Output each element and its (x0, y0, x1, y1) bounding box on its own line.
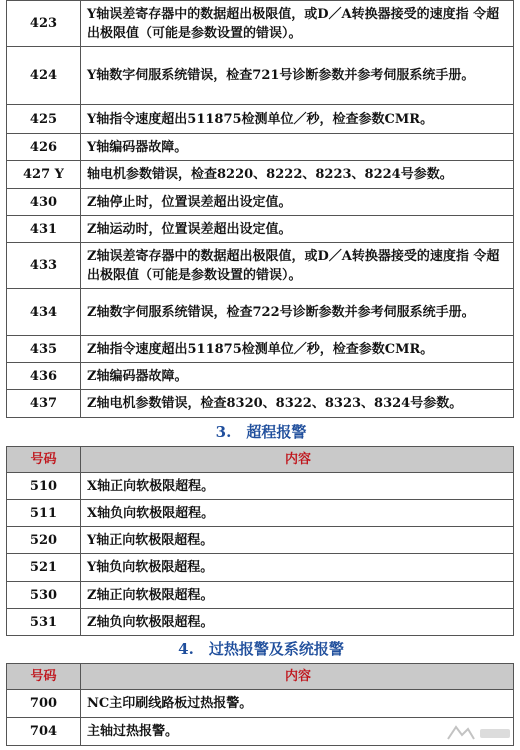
watermark-icon (444, 722, 514, 744)
alarm-code: 430 (7, 189, 81, 216)
table-header-row (7, 664, 514, 690)
alarm-code: 531 (7, 609, 81, 636)
alarm-description: NC主印刷线路板过热报警。 (81, 690, 514, 718)
table-row (7, 47, 514, 105)
table-row (7, 527, 514, 554)
alarm-description: Z轴编码器故障。 (81, 363, 514, 390)
alarm-description: Y轴数字伺服系统错误，检查721号诊断参数并参考伺服系统手册。 (81, 47, 514, 105)
table-row (7, 690, 514, 718)
alarm-code: 426 (7, 134, 81, 161)
alarm-description: Y轴误差寄存器中的数据超出极限值，或D／A转换器接受的速度指 令超出极限值（可能是参数设置的错误）。 (81, 1, 514, 47)
alarm-code: 511 (7, 500, 81, 527)
alarm-code: 521 (7, 554, 81, 582)
table-row (7, 243, 514, 289)
table-row (7, 473, 514, 500)
alarm-description: Z轴停止时，位置误差超出设定值。 (81, 189, 514, 216)
alarm-code: 435 (7, 336, 81, 363)
alarm-description: Z轴负向软极限超程。 (81, 609, 514, 636)
alarm-description: Z轴误差寄存器中的数据超出极限值，或D／A转换器接受的速度指 令超出极限值（可能是参数设置的错误）。 (81, 243, 514, 289)
table-row (7, 500, 514, 527)
alarm-description: Y轴正向软极限超程。 (81, 527, 514, 554)
table-header-row (7, 447, 514, 473)
alarm-code: 423 (7, 1, 81, 47)
column-header-content: 内容 (81, 447, 514, 473)
alarm-code: 437 (7, 390, 81, 418)
table-row (7, 718, 514, 746)
table-row (7, 554, 514, 582)
column-header-code: 号码 (7, 447, 81, 473)
alarm-description: Z轴数字伺服系统错误，检查722号诊断参数并参考伺服系统手册。 (81, 289, 514, 336)
table-row (7, 189, 514, 216)
alarm-description: Z轴电机参数错误，检查8320、8322、8323、8324号参数。 (81, 390, 514, 418)
section-title: 4. 过热报警及系统报警 (7, 636, 514, 664)
alarm-description: X轴负向软极限超程。 (81, 500, 514, 527)
alarm-code: 700 (7, 690, 81, 718)
table-row (7, 609, 514, 636)
alarm-description: Y轴编码器故障。 (81, 134, 514, 161)
alarm-code: 434 (7, 289, 81, 336)
table-row (7, 216, 514, 243)
alarm-code: 436 (7, 363, 81, 390)
alarm-description: Z轴正向软极限超程。 (81, 582, 514, 609)
table-row (7, 1, 514, 47)
alarm-code: 510 (7, 473, 81, 500)
alarm-description: 轴电机参数错误，检查8220、8222、8223、8224号参数。 (81, 161, 514, 189)
table-row (7, 582, 514, 609)
alarm-code: 520 (7, 527, 81, 554)
alarm-description: X轴正向软极限超程。 (81, 473, 514, 500)
column-header-code: 号码 (7, 664, 81, 690)
table-row (7, 390, 514, 418)
alarm-code: 427 Y (7, 161, 81, 189)
alarm-description: Z轴指令速度超出511875检测单位／秒，检查参数CMR。 (81, 336, 514, 363)
section-heading-row (7, 418, 514, 447)
alarm-description: 主轴过热报警。 (81, 718, 514, 746)
table-row (7, 336, 514, 363)
table-row (7, 134, 514, 161)
alarm-code: 424 (7, 47, 81, 105)
column-header-content: 内容 (81, 664, 514, 690)
table-row (7, 363, 514, 390)
alarm-description: Y轴指令速度超出511875检测单位／秒，检查参数CMR。 (81, 105, 514, 134)
table-row (7, 161, 514, 189)
alarm-table (6, 0, 514, 746)
alarm-code: 704 (7, 718, 81, 746)
section-heading-row (7, 636, 514, 664)
alarm-description: Z轴运动时，位置误差超出设定值。 (81, 216, 514, 243)
alarm-code: 530 (7, 582, 81, 609)
section-title: 3. 超程报警 (7, 418, 514, 447)
alarm-code: 425 (7, 105, 81, 134)
alarm-code: 431 (7, 216, 81, 243)
table-row (7, 105, 514, 134)
table-row (7, 289, 514, 336)
alarm-code: 433 (7, 243, 81, 289)
alarm-description: Y轴负向软极限超程。 (81, 554, 514, 582)
